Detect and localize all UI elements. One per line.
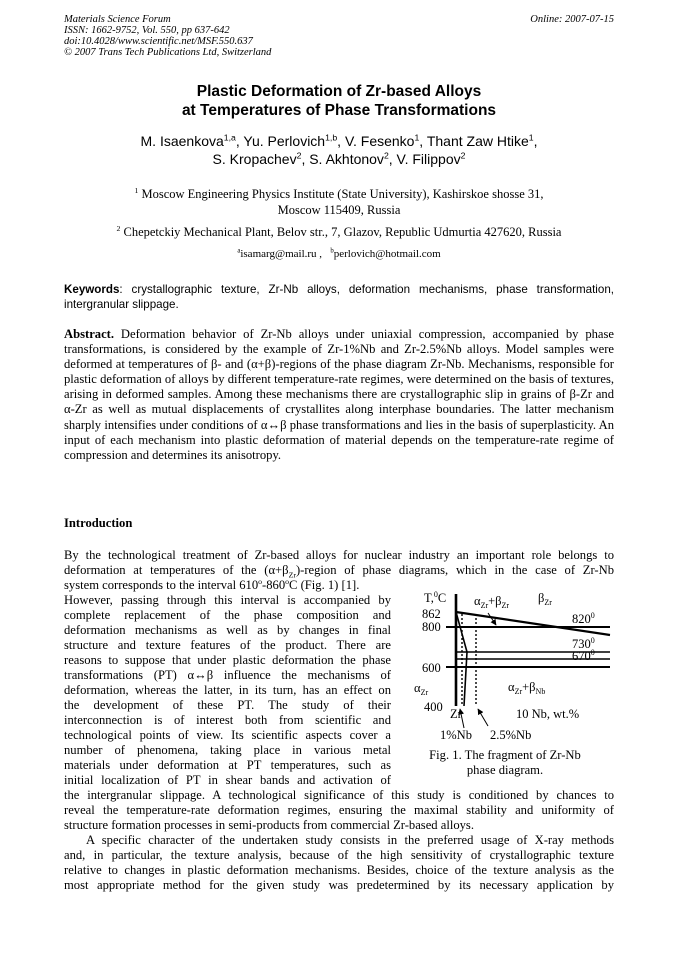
alpha-region-label: $\alpha_{Zr}$ xyxy=(414,681,429,697)
affil-text: Moscow Engineering Physics Institute (State University), Kashirskoe shosse 31, xyxy=(141,187,544,201)
email-b[interactable]: perlovich@hotmail.com xyxy=(333,248,441,260)
temp-820: $820^0$ xyxy=(572,611,595,626)
author-affil-mark: 1,b xyxy=(325,132,338,143)
intro-line: the development of these PT. The study of their xyxy=(64,698,391,712)
author-line-2: S. Kropachev$^2$, S. Akhtonov$^2$, V. Filippov$^2$ xyxy=(212,150,466,167)
intro-line: relative to changes in plastic deformation mechanisms. Besides, choice of the texture analysis as the xyxy=(64,863,614,877)
intro-line: deformation, whereas the latter, in its turn, has an effect on xyxy=(64,683,391,697)
author-emails xyxy=(0,248,678,260)
paper-title xyxy=(0,82,678,120)
section-heading-introduction: Introduction xyxy=(64,516,133,530)
tick-400: 400 xyxy=(424,700,443,714)
intro-line: complete replacement of the phase composition and xyxy=(64,608,391,622)
author-name: Yu. Perlovich xyxy=(243,133,326,149)
affiliation-1 xyxy=(0,186,678,218)
intro-line: structure and texture features of the product. There are xyxy=(64,638,391,652)
author-name: M. Isaenkova xyxy=(140,133,224,149)
intro-line: interconnection is of interest both from scientific and xyxy=(64,713,391,727)
temp-730: $730^0$ xyxy=(572,636,595,651)
alpha-beta-region-label: $\alpha_{Zr}+\beta_{Zr}$ xyxy=(474,594,510,610)
title-line-1: Plastic Deformation of Zr-based Alloys xyxy=(196,83,482,100)
x-label-zr: Zr xyxy=(450,707,462,721)
intro-line: reasons to suppose that under plastic deformation the phase xyxy=(64,653,391,667)
affil-number: 1 xyxy=(134,185,139,195)
abstract-block xyxy=(64,327,614,463)
intro-line: initial localization of PT in shear bands and activation of xyxy=(64,773,391,787)
beta-region-label: $\beta_{Zr}$ xyxy=(538,591,552,607)
tick-600: 600 xyxy=(422,661,441,675)
author-affil-mark: 2 xyxy=(383,150,389,161)
caption-line-1: Fig. 1. The fragment of Zr-Nb xyxy=(429,748,581,762)
intro-line: However, passing through this interval is accompanied by xyxy=(64,593,391,607)
title-line-2: at Temperatures of Phase Transformations xyxy=(181,102,497,119)
copyright-line: © 2007 Trans Tech Publications Ltd, Switzerland xyxy=(64,47,272,58)
intro-line: technological points of view. Its scientific aspects cover a xyxy=(64,728,391,742)
author-name: V. Fesenko xyxy=(344,133,415,149)
journal-header xyxy=(64,14,271,58)
author-name: S. Akhtonov xyxy=(309,151,384,167)
alpha-betanb-region-label: $\alpha_{Zr}+\beta_{Nb}$ xyxy=(508,680,546,696)
x-label-1nb: 1%Nb xyxy=(440,728,472,742)
keywords-block xyxy=(64,282,614,312)
x-label-10nb: 10 Nb, wt.% xyxy=(516,707,580,721)
affil-number: 2 xyxy=(116,223,121,233)
intro-line: most appropriate method for the given study was predetermined by its necessary application by xyxy=(64,878,614,892)
tick-800: 800 xyxy=(422,620,441,634)
intro-line: system corresponds to the interval 610$^o$-860$^o$C (Fig. 1) [1]. xyxy=(64,576,360,592)
x-label-25nb: 2.5%Nb xyxy=(490,728,532,742)
author-name: V. Filippov xyxy=(396,151,461,167)
issn-line: ISSN: 1662-9752, Vol. 550, pp 637-642 xyxy=(64,25,230,36)
y-axis-label: T,$^0$C xyxy=(424,590,447,605)
abstract-label: Abstract. xyxy=(64,327,115,341)
figure-caption xyxy=(410,748,600,778)
temp-670: $670^0$ xyxy=(572,648,595,663)
author-name: Thant Zaw Htike xyxy=(426,133,529,149)
phase-diagram-figure xyxy=(410,588,620,748)
arrow-ab-region xyxy=(488,613,496,625)
author-name: S. Kropachev xyxy=(212,151,297,167)
affil-text: Moscow 115409, Russia xyxy=(277,203,401,217)
tick-862: 862 xyxy=(422,607,441,621)
author-line-1: M. Isaenkova$^{1,a}$, Yu. Perlovich$^{1,b}$, V. Fesenko$^1$, Thant Zaw Htike$^1$, xyxy=(140,132,538,149)
email-mark: b xyxy=(330,247,334,255)
affiliation-2 xyxy=(0,224,678,240)
intro-line: structure formation processes in semi-products from commercial Zr-based alloys. xyxy=(64,818,474,832)
intro-line: the intergranular slippage. A technological significance of this study is conditioned by chances to xyxy=(64,788,614,802)
arrow-25nb xyxy=(478,709,488,726)
journal-name: Materials Science Forum xyxy=(64,14,171,25)
alpha-solvus xyxy=(464,652,467,706)
caption-line-2: phase diagram. xyxy=(466,763,544,777)
author-affil-mark: 2 xyxy=(296,150,302,161)
email-mark: a xyxy=(237,247,241,255)
intro-line: deformation at temperatures of the $(\alpha+\beta_{Zr})$-region of phase diagrams, which in the case of Zr-Nb xyxy=(64,563,615,580)
doi-line: doi:10.4028/www.scientific.net/MSF.550.637 xyxy=(64,36,253,47)
intro-line: A specific character of the undertaken study consists in the preferred usage of X-ray methods xyxy=(86,833,614,847)
intro-line: transformations (PT) α↔β influence the mechanisms of xyxy=(64,668,391,682)
author-affil-mark: 1 xyxy=(528,132,534,143)
affil-text: Chepetckiy Mechanical Plant, Belov str., 7, Glazov, Republic Udmurtia 427620, Russia xyxy=(123,225,562,239)
intro-line: and, in particular, the texture analysis, because of the high sensitivity of crystallographic texture xyxy=(64,848,614,862)
author-list xyxy=(0,132,678,168)
keywords-label: Keywords xyxy=(64,283,120,296)
intro-line: deformation mechanisms as well as by changes in final xyxy=(64,623,391,637)
abstract-text: Deformation behavior of Zr-Nb alloys under uniaxial compression, accompanied by phase transformations, is considered by the example of Zr-1%Nb and Zr-2.5%Nb alloys. Model samples were deformed at temperatures of β- and (α+β)-regions of the phase diagram Zr-Nb. Mechanisms, responsible for plastic deformation of alloys by different temperature-rate regimes, were determined on the basis of textures, arising in deformed samples. Among these mechanisms there are crystallographic slip in grains of β-Zr and α-Zr as well as mutual displacements of crystallites along interphase boundaries. The latter mechanism sharply intensifies under conditions of α↔β phase transformations and lies in the basis of superplasticity. An input of each mechanism into plastic deformation of material depends on the temperature-rate regime of compression and determines its anisotropy. xyxy=(64,327,614,462)
intro-line: number of phenomena, taking place in various metal xyxy=(64,743,391,757)
email-a[interactable]: isamarg@mail.ru , xyxy=(240,248,323,260)
online-date: Online: 2007-07-15 xyxy=(530,14,614,25)
intro-line: materials under deformation at PT temperatures, such as xyxy=(64,758,391,772)
intro-line: reveal the temperature-rate deformation regimes, ensuring the maximal stability and uniformity of xyxy=(64,803,614,817)
keywords-text: : crystallographic texture, Zr-Nb alloys, deformation mechanisms, phase transformation, intergranular slippage. xyxy=(64,283,614,311)
author-affil-mark: 1 xyxy=(414,132,420,143)
intro-line: By the technological treatment of Zr-based alloys for nuclear industry an important role belongs to xyxy=(64,548,614,562)
author-affil-mark: 2 xyxy=(460,150,466,161)
author-affil-mark: 1,a xyxy=(223,132,236,143)
